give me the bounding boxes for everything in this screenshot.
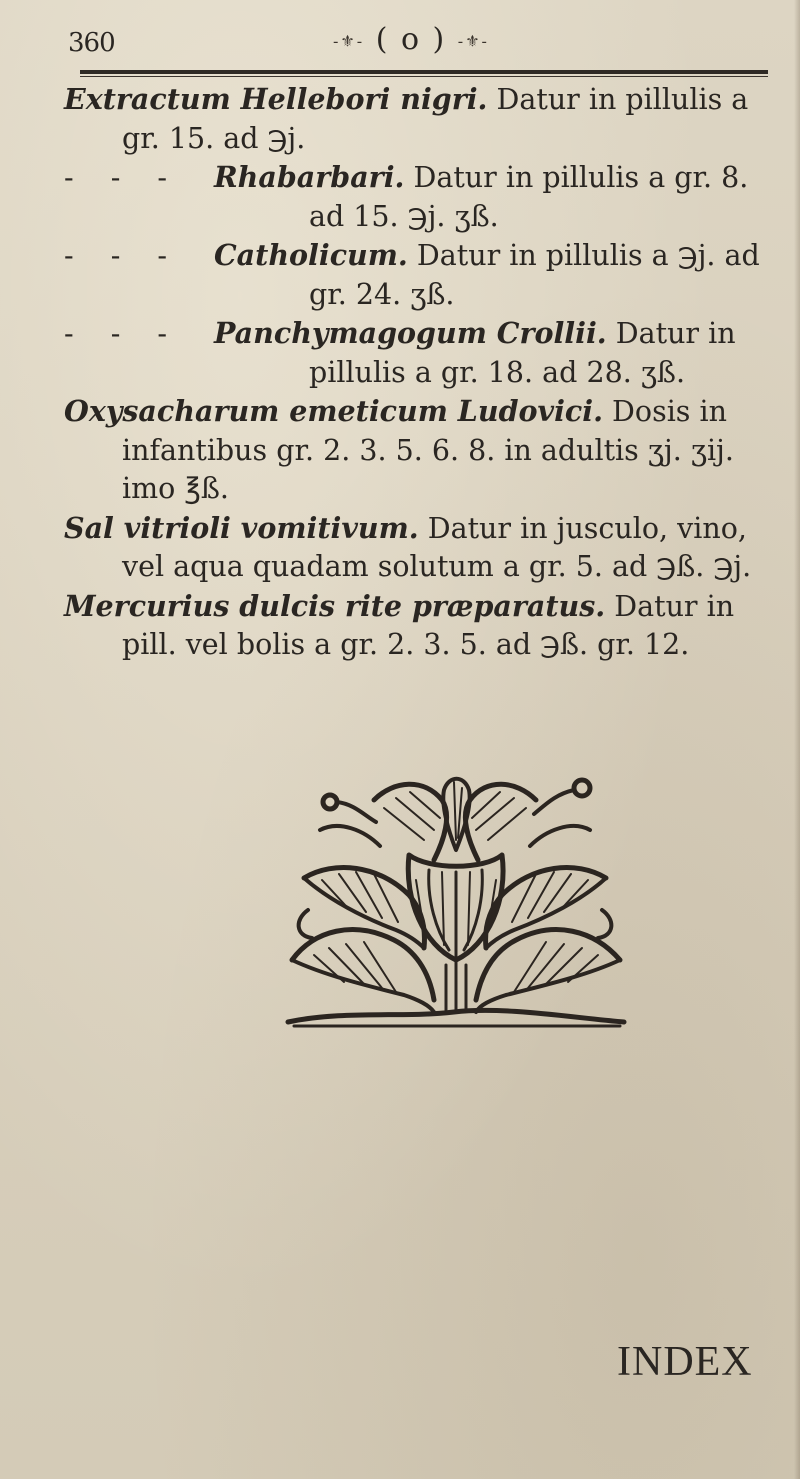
entry-mercurius — [64, 587, 784, 665]
entry-name: Extractum Hellebori nigri. — [64, 82, 488, 116]
header-rule — [80, 70, 768, 74]
entry-oxysacharum — [64, 392, 784, 509]
header-rule-thin — [80, 76, 768, 77]
entry-text: Datur in pillulis a gr. 15. ad ℈j. — [122, 83, 749, 155]
entry-list — [64, 80, 784, 665]
entry-text: Datur in pillulis a ℈j. ad gr. 24. ʒß. — [309, 239, 760, 311]
entry-sal-vitrioli — [64, 509, 784, 587]
page-number: 360 — [68, 28, 115, 58]
header-title: ( o ) — [375, 22, 447, 57]
entry-name: Oxysacharum emeticum Ludovici. — [64, 394, 603, 428]
entry-text: Datur in pillulis a gr. 18. ad 28. ʒß. — [309, 317, 736, 389]
floral-woodcut-icon — [284, 760, 628, 1032]
page-header — [68, 22, 768, 70]
header-center — [333, 22, 489, 57]
entry-name: Rhabarbari. — [214, 160, 405, 194]
entry-name: Panchymagogum Crollii. — [214, 316, 607, 350]
entry-extractum — [64, 80, 784, 158]
entry-dashes: - - - — [64, 161, 182, 194]
entry-text: Datur in pill. vel bolis a gr. 2. 3. 5. ad ℈ß. gr. 12. — [122, 589, 735, 661]
ornament-right-icon: -⚜- — [457, 31, 489, 51]
entry-name: Mercurius dulcis rite præparatus. — [64, 588, 606, 623]
entry-dashes: - - - — [64, 317, 182, 350]
ornament-left-icon: -⚜- — [333, 31, 365, 51]
entry-rhabarbari — [64, 158, 784, 236]
catchword: INDEX — [617, 1339, 753, 1385]
entry-catholicum — [64, 236, 784, 314]
entry-name: Catholicum. — [214, 238, 408, 272]
entry-panchymagogum — [64, 314, 784, 392]
entry-dashes: - - - — [64, 239, 182, 272]
entry-text: Datur in pillulis a gr. 8. ad 15. ℈j. ʒß. — [309, 161, 749, 233]
entry-text: Dosis in infantibus gr. 2. 3. 5. 6. 8. in adultis ʒj. ʒij. imo ℥ß. — [122, 395, 734, 505]
entry-name: Sal vitrioli vomitivum. — [64, 510, 419, 545]
entry-text: Datur in jusculo, vino, vel aqua quadam solutum a gr. 5. ad ℈ß. ℈j. — [122, 511, 752, 583]
page-edge-shadow — [794, 0, 800, 1479]
